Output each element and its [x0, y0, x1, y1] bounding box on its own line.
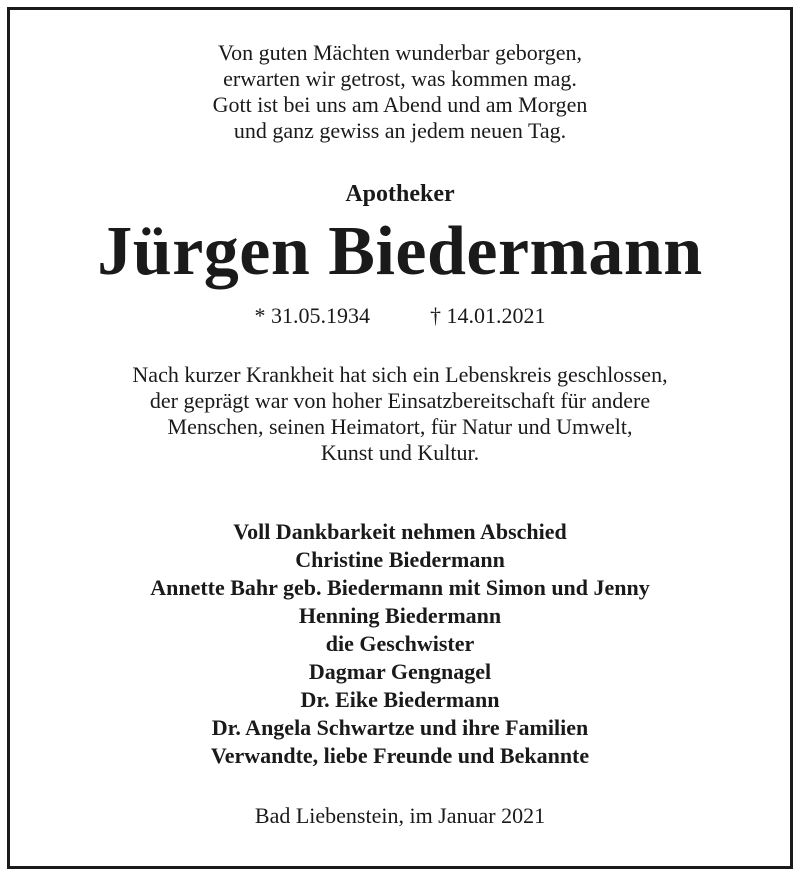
statement-line: Kunst und Kultur. [320, 440, 480, 465]
mourners-intro: Voll Dankbarkeit nehmen Abschied [233, 519, 567, 544]
poem-line: Gott ist bei uns am Abend und am Morgen [212, 92, 588, 117]
life-dates [10, 302, 790, 330]
poem-verse [10, 40, 790, 144]
mourner-name: Henning Biedermann [298, 603, 502, 628]
poem-line: Von guten Mächten wunderbar geborgen, [218, 40, 582, 65]
mourners-list [10, 518, 790, 770]
place-and-date: Bad Liebenstein, im Januar 2021 [254, 803, 546, 828]
statement-line: der geprägt war von hoher Einsatzbereitschaft für andere [149, 388, 651, 413]
mourner-name: Dagmar Gengnagel [308, 659, 492, 684]
profession-title: Apotheker [345, 181, 455, 207]
mourner-name: die Geschwister [325, 631, 475, 656]
memorial-statement [10, 362, 790, 466]
death-date: † 14.01.2021 [430, 303, 546, 328]
statement-line: Nach kurzer Krankheit hat sich ein Lebenskreis geschlossen, [132, 362, 668, 387]
mourner-name: Dr. Angela Schwartze und ihre Familien [211, 715, 589, 740]
statement-line: Menschen, seinen Heimatort, für Natur und Umwelt, [167, 414, 633, 439]
mourner-name: Verwandte, liebe Freunde und Bekannte [210, 743, 590, 768]
mourner-name: Annette Bahr geb. Biedermann mit Simon und Jenny [150, 575, 650, 600]
birth-date: * 31.05.1934 [254, 303, 370, 328]
obituary-notice [7, 7, 793, 869]
mourner-name: Christine Biedermann [295, 547, 505, 572]
mourner-name: Dr. Eike Biedermann [300, 687, 500, 712]
poem-line: erwarten wir getrost, was kommen mag. [223, 66, 577, 91]
poem-line: und ganz gewiss an jedem neuen Tag. [233, 118, 567, 143]
deceased-name: Jürgen Biedermann [97, 213, 703, 290]
